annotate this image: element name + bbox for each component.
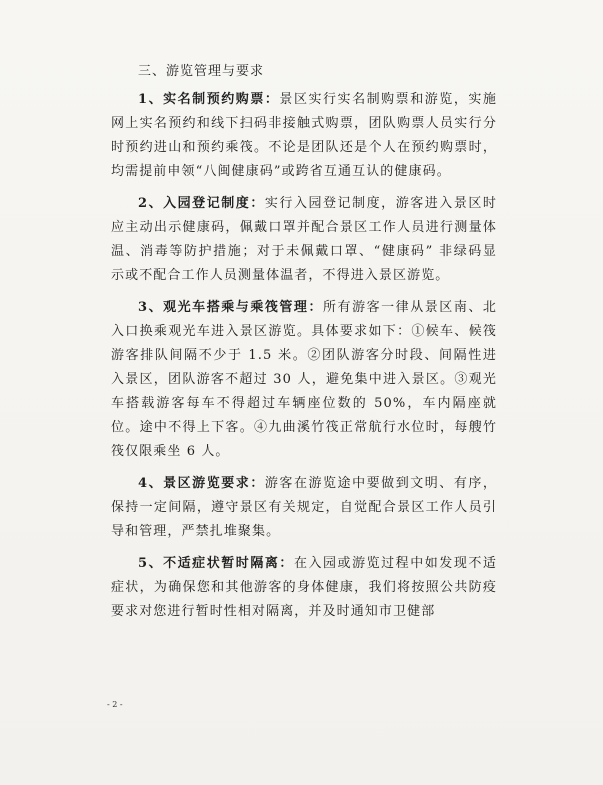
paragraph-5-lead: 5、不适症状暂时隔离：	[138, 556, 294, 571]
paragraph-3-lead: 3、观光车搭乘与乘筏管理：	[138, 300, 323, 315]
page-number: - 2 -	[107, 700, 123, 709]
paragraph-1-lead: 1、实名制预约购票：	[138, 92, 280, 107]
paragraph-3	[111, 296, 497, 464]
paragraph-5	[111, 552, 497, 624]
section-title: 三、游览管理与要求	[138, 64, 265, 79]
paragraph-1	[111, 88, 497, 184]
paragraph-1-text: 景区实行实名制购票和游览，实施网上实名预约和线下扫码非接触式购票，团队购票人员实行分时预约进山和预约乘筏。不论是团队还是个人在预约购票时，均需提前申领“八闽健康码”或跨省互通互认的健康码。	[111, 92, 497, 179]
paragraph-2	[111, 192, 497, 288]
paragraph-4-lead: 4、景区游览要求：	[138, 476, 265, 491]
paragraph-5-text: 在入园或游览过程中如发现不适症状，为确保您和其他游客的身体健康，我们将按照公共防疫要求对您进行暂时性相对隔离，并及时通知市卫健部	[111, 556, 497, 619]
paragraph-3-text: 所有游客一律从景区南、北入口换乘观光车进入景区游览。具体要求如下：①候车、候筏游客排队间隔不少于 1.5 米。②团队游客分时段、间隔性进入景区，团队游客不超过 30 人，避免集中进入景区。③观光车搭载游客每车不得超过车辆座位数的 50%，车内隔座就位。途中不得上下客。④九曲溪竹筏正常航行水位时，每艘竹筏仅限乘坐 6 人。	[111, 300, 497, 459]
paragraph-2-text: 实行入园登记制度，游客进入景区时应主动出示健康码，佩戴口罩并配合景区工作人员进行测量体温、消毒等防护措施；对于未佩戴口罩、“健康码” 非绿码显示或不配合工作人员测量体温者，不得进入景区游览。	[111, 196, 497, 283]
paragraph-4-text: 游客在游览途中要做到文明、有序，保持一定间隔，遵守景区有关规定，自觉配合景区工作人员引导和管理，严禁扎堆聚集。	[111, 476, 497, 539]
paragraph-4	[111, 472, 497, 544]
paragraph-2-lead: 2、入园登记制度：	[138, 196, 265, 211]
document-body	[111, 60, 497, 632]
